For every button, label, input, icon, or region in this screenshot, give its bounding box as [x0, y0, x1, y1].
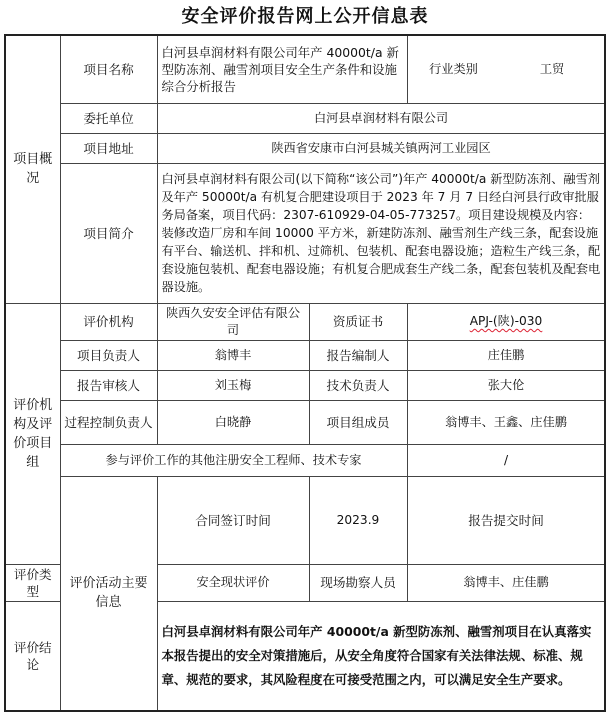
client-label: 委托单位 — [60, 103, 157, 133]
page-title: 安全评价报告网上公开信息表 — [181, 6, 429, 27]
address-label: 项目地址 — [60, 133, 157, 163]
tech-value: 张大伦 — [407, 370, 605, 400]
experts-value: / — [407, 444, 605, 476]
process-value: 白晓静 — [157, 400, 309, 444]
section-evaluation-activity: 评价活动主要信息 — [60, 476, 157, 711]
summary-label: 项目简介 — [60, 163, 157, 303]
submit-label: 报告提交时间 — [407, 476, 605, 564]
cert-value: APJ-(陕)-030 — [469, 314, 543, 328]
info-table — [4, 34, 606, 712]
reviewer-value: 刘玉梅 — [157, 370, 309, 400]
writer-label: 报告编制人 — [309, 340, 407, 370]
process-label: 过程控制负责人 — [60, 400, 157, 444]
conclusion-label: 评价结论 — [5, 601, 60, 711]
project-name-value: 白河县卓润材料有限公司年产 40000t/a 新型防冻剂、融雪剂项目安全生产条件和设施综合分析报告 — [157, 35, 407, 103]
leader-label: 项目负责人 — [60, 340, 157, 370]
address-value: 陕西省安康市白河县城关镇两河工业园区 — [157, 133, 605, 163]
members-label: 项目组成员 — [309, 400, 407, 444]
type-value: 安全现状评价 — [157, 564, 309, 601]
members-value: 翁博丰、王鑫、庄佳鹏 — [407, 400, 605, 444]
leader-value: 翁博丰 — [157, 340, 309, 370]
project-name-label: 项目名称 — [60, 35, 157, 103]
org-value: 陕西久安安全评估有限公司 — [157, 303, 309, 340]
reviewer-label: 报告审核人 — [60, 370, 157, 400]
org-label: 评价机构 — [60, 303, 157, 340]
type-label: 评价类型 — [5, 564, 60, 601]
survey-value: 翁博丰、庄佳鹏 — [407, 564, 605, 601]
survey-label: 现场勘察人员 — [309, 564, 407, 601]
client-value: 白河县卓润材料有限公司 — [157, 103, 605, 133]
industry-value: 工贸 — [539, 61, 565, 76]
summary-value: 白河县卓润材料有限公司(以下简称“该公司”)年产 40000t/a 新型防冻剂、融雪剂及年产 50000t/a 有机复合肥建设项目于 2023 年 7 月 7 日经白河县行政审批服务局备案，项目代码：2307-610929-04-05-773257。项目建设规模及内容：装修改造厂房和车间 10000 平方米，新建防冻剂、融雪剂生产线三条，配套设施有平台、输送机、拌和机、过筛机、包装机、配套电器设施；造粒生产线三条，配套设施包装机、配套电器设施；有机复合肥成套生产线二条，配套包装机及配套电器设施。 — [157, 163, 605, 303]
contract-value: 2023.9 — [309, 476, 407, 564]
cert-cell — [407, 303, 605, 340]
section-project-overview: 项目概况 — [5, 35, 60, 303]
industry-label: 行业类别 — [429, 61, 478, 76]
section-evaluation-team: 评价机构及评价项目组 — [5, 303, 60, 564]
industry-cell — [407, 35, 605, 103]
conclusion-value: 白河县卓润材料有限公司年产 40000t/a 新型防冻剂、融雪剂项目在认真落实本报告提出的安全对策措施后，从安全角度符合国家有关法律法规、标准、规章、规范的要求，其风险程度在可接受范围之内，可以满足安全生产要求。 — [157, 601, 605, 711]
experts-label: 参与评价工作的其他注册安全工程师、技术专家 — [60, 444, 407, 476]
contract-label: 合同签订时间 — [157, 476, 309, 564]
writer-value: 庄佳鹏 — [407, 340, 605, 370]
tech-label: 技术负责人 — [309, 370, 407, 400]
cert-label: 资质证书 — [309, 303, 407, 340]
